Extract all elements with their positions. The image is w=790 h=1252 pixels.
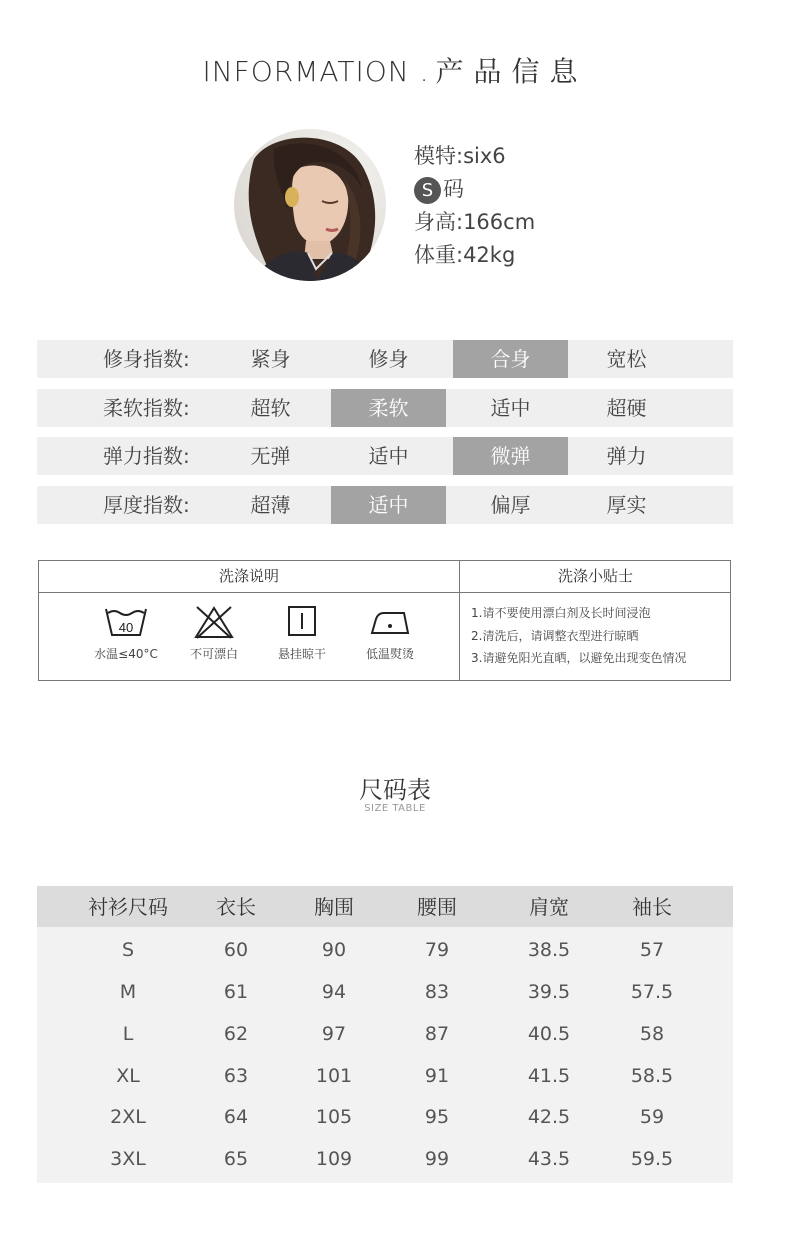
size-table-cell: 57 (639, 939, 665, 961)
fabric-index-option: 厚实 (606, 493, 647, 517)
care-tip: 1.请不要使用漂白剂及长时间浸泡 (471, 606, 651, 620)
title-zh: 产品信息 (435, 55, 588, 88)
page-title (0, 50, 790, 90)
size-table-column-header: 肩宽 (529, 895, 569, 919)
size-table-cell: 38.5 (527, 939, 571, 961)
size-table-cell: 61 (223, 981, 249, 1003)
fabric-index-option: 超软 (250, 396, 291, 420)
fabric-index-option: 偏厚 (490, 493, 531, 517)
fabric-index-option: 适中 (368, 444, 409, 468)
size-table-size-cell: M (119, 981, 137, 1003)
size-table-cell: 39.5 (527, 981, 571, 1003)
low-iron-icon (368, 605, 412, 639)
fabric-index-option: 弹力 (606, 444, 647, 468)
size-table-cell: 43.5 (527, 1148, 571, 1170)
size-table-cell: 105 (315, 1106, 353, 1128)
care-item-wash (82, 605, 170, 662)
svg-text:40: 40 (118, 620, 134, 635)
fabric-index-option-selected: 适中 (331, 486, 446, 524)
size-table-cell: 63 (223, 1065, 249, 1087)
fabric-index-row (37, 486, 733, 524)
care-table (38, 560, 731, 681)
size-table-title: 尺码表 (359, 776, 431, 804)
size-table-cell: 62 (223, 1023, 249, 1045)
care-instructions-title: 洗涤说明 (218, 567, 279, 585)
care-tip: 3.请避免阳光直晒，以避免出现变色情况 (471, 651, 687, 665)
care-item-label: 水温≤40°C (94, 647, 158, 661)
size-table-cell: 40.5 (527, 1023, 571, 1045)
size-table-cell: 87 (424, 1023, 450, 1045)
size-table-cell: 59 (639, 1106, 665, 1128)
size-table-header (37, 886, 733, 927)
no-bleach-icon (192, 605, 236, 639)
care-header-divider (39, 592, 730, 593)
care-item-label: 不可漂白 (189, 647, 238, 661)
fabric-index-option: 宽松 (606, 347, 647, 371)
size-table (37, 886, 733, 1183)
size-table-cell: 41.5 (527, 1065, 571, 1087)
care-tips-title: 洗涤小贴士 (557, 567, 633, 585)
size-table-cell: 64 (223, 1106, 249, 1128)
care-item-label: 低温熨烫 (365, 647, 414, 661)
model-height: 身高:166cm (414, 210, 536, 234)
size-table-size-cell: 2XL (110, 1106, 146, 1128)
size-table-cell: 58.5 (630, 1065, 674, 1087)
fabric-index-label: 修身指数: (103, 347, 190, 371)
hang-dry-icon (280, 605, 324, 639)
size-table-cell: 58 (639, 1023, 665, 1045)
size-table-cell: 91 (424, 1065, 450, 1087)
model-name: 模特:six6 (414, 144, 506, 168)
fabric-index-label: 柔软指数: (103, 396, 190, 420)
size-table-cell: 95 (424, 1106, 450, 1128)
model-info (414, 140, 535, 272)
size-table-size-cell: XL (116, 1065, 140, 1087)
size-table-cell: 59.5 (630, 1148, 674, 1170)
size-table-cell: 94 (321, 981, 347, 1003)
size-table-cell: 109 (315, 1148, 353, 1170)
size-table-column-header: 袖长 (632, 895, 672, 919)
care-item-bleach (170, 605, 258, 662)
size-table-size-cell: S (121, 939, 135, 961)
size-table-cell: 90 (321, 939, 347, 961)
fabric-index-option: 紧身 (250, 347, 291, 371)
size-table-size-cell: 3XL (110, 1148, 146, 1170)
size-table-cell: 42.5 (527, 1106, 571, 1128)
model-avatar (234, 129, 386, 281)
size-table-size-cell: L (122, 1023, 134, 1045)
care-item-dry (258, 605, 346, 662)
model-size (414, 173, 535, 206)
fabric-index-option: 超硬 (606, 396, 647, 420)
size-table-cell: 65 (223, 1148, 249, 1170)
fabric-index-row (37, 340, 733, 378)
fabric-index-option-selected: 柔软 (331, 389, 446, 427)
size-table-cell: 60 (223, 939, 249, 961)
size-table-column-header: 衣长 (216, 895, 256, 919)
care-item-label: 悬挂晾干 (277, 647, 326, 661)
care-tip: 2.清洗后，请调整衣型进行晾晒 (471, 628, 639, 643)
size-badge: S (414, 177, 441, 204)
size-table-subtitle: SIZE TABLE (364, 803, 426, 814)
fabric-index-option-selected: 合身 (453, 340, 568, 378)
fabric-index-option: 无弹 (250, 444, 291, 468)
size-suffix: 码 (443, 177, 464, 201)
size-table-cell: 101 (315, 1065, 353, 1087)
size-table-column-header: 腰围 (417, 895, 457, 919)
fabric-index-option: 适中 (490, 396, 531, 420)
fabric-index-row (37, 437, 733, 475)
wash-40-icon (104, 605, 148, 639)
size-table-cell: 79 (424, 939, 450, 961)
fabric-index-option-selected: 微弹 (453, 437, 568, 475)
fabric-index-row (37, 389, 733, 427)
size-table-cell: 57.5 (630, 981, 674, 1003)
size-table-cell: 97 (321, 1023, 347, 1045)
title-en: INFORMATION . (202, 55, 430, 88)
care-item-iron (346, 605, 434, 662)
size-table-column-header: 衬衫尺码 (88, 895, 168, 919)
care-tips (471, 602, 686, 670)
size-table-cell: 99 (424, 1148, 450, 1170)
fabric-index-label: 厚度指数: (103, 493, 190, 517)
fabric-index-option: 超薄 (250, 493, 291, 517)
model-weight: 体重:42kg (414, 243, 516, 267)
size-table-cell: 83 (424, 981, 450, 1003)
size-table-column-header: 胸围 (314, 895, 354, 919)
fabric-index-label: 弹力指数: (103, 444, 190, 468)
fabric-index-option: 修身 (368, 347, 409, 371)
